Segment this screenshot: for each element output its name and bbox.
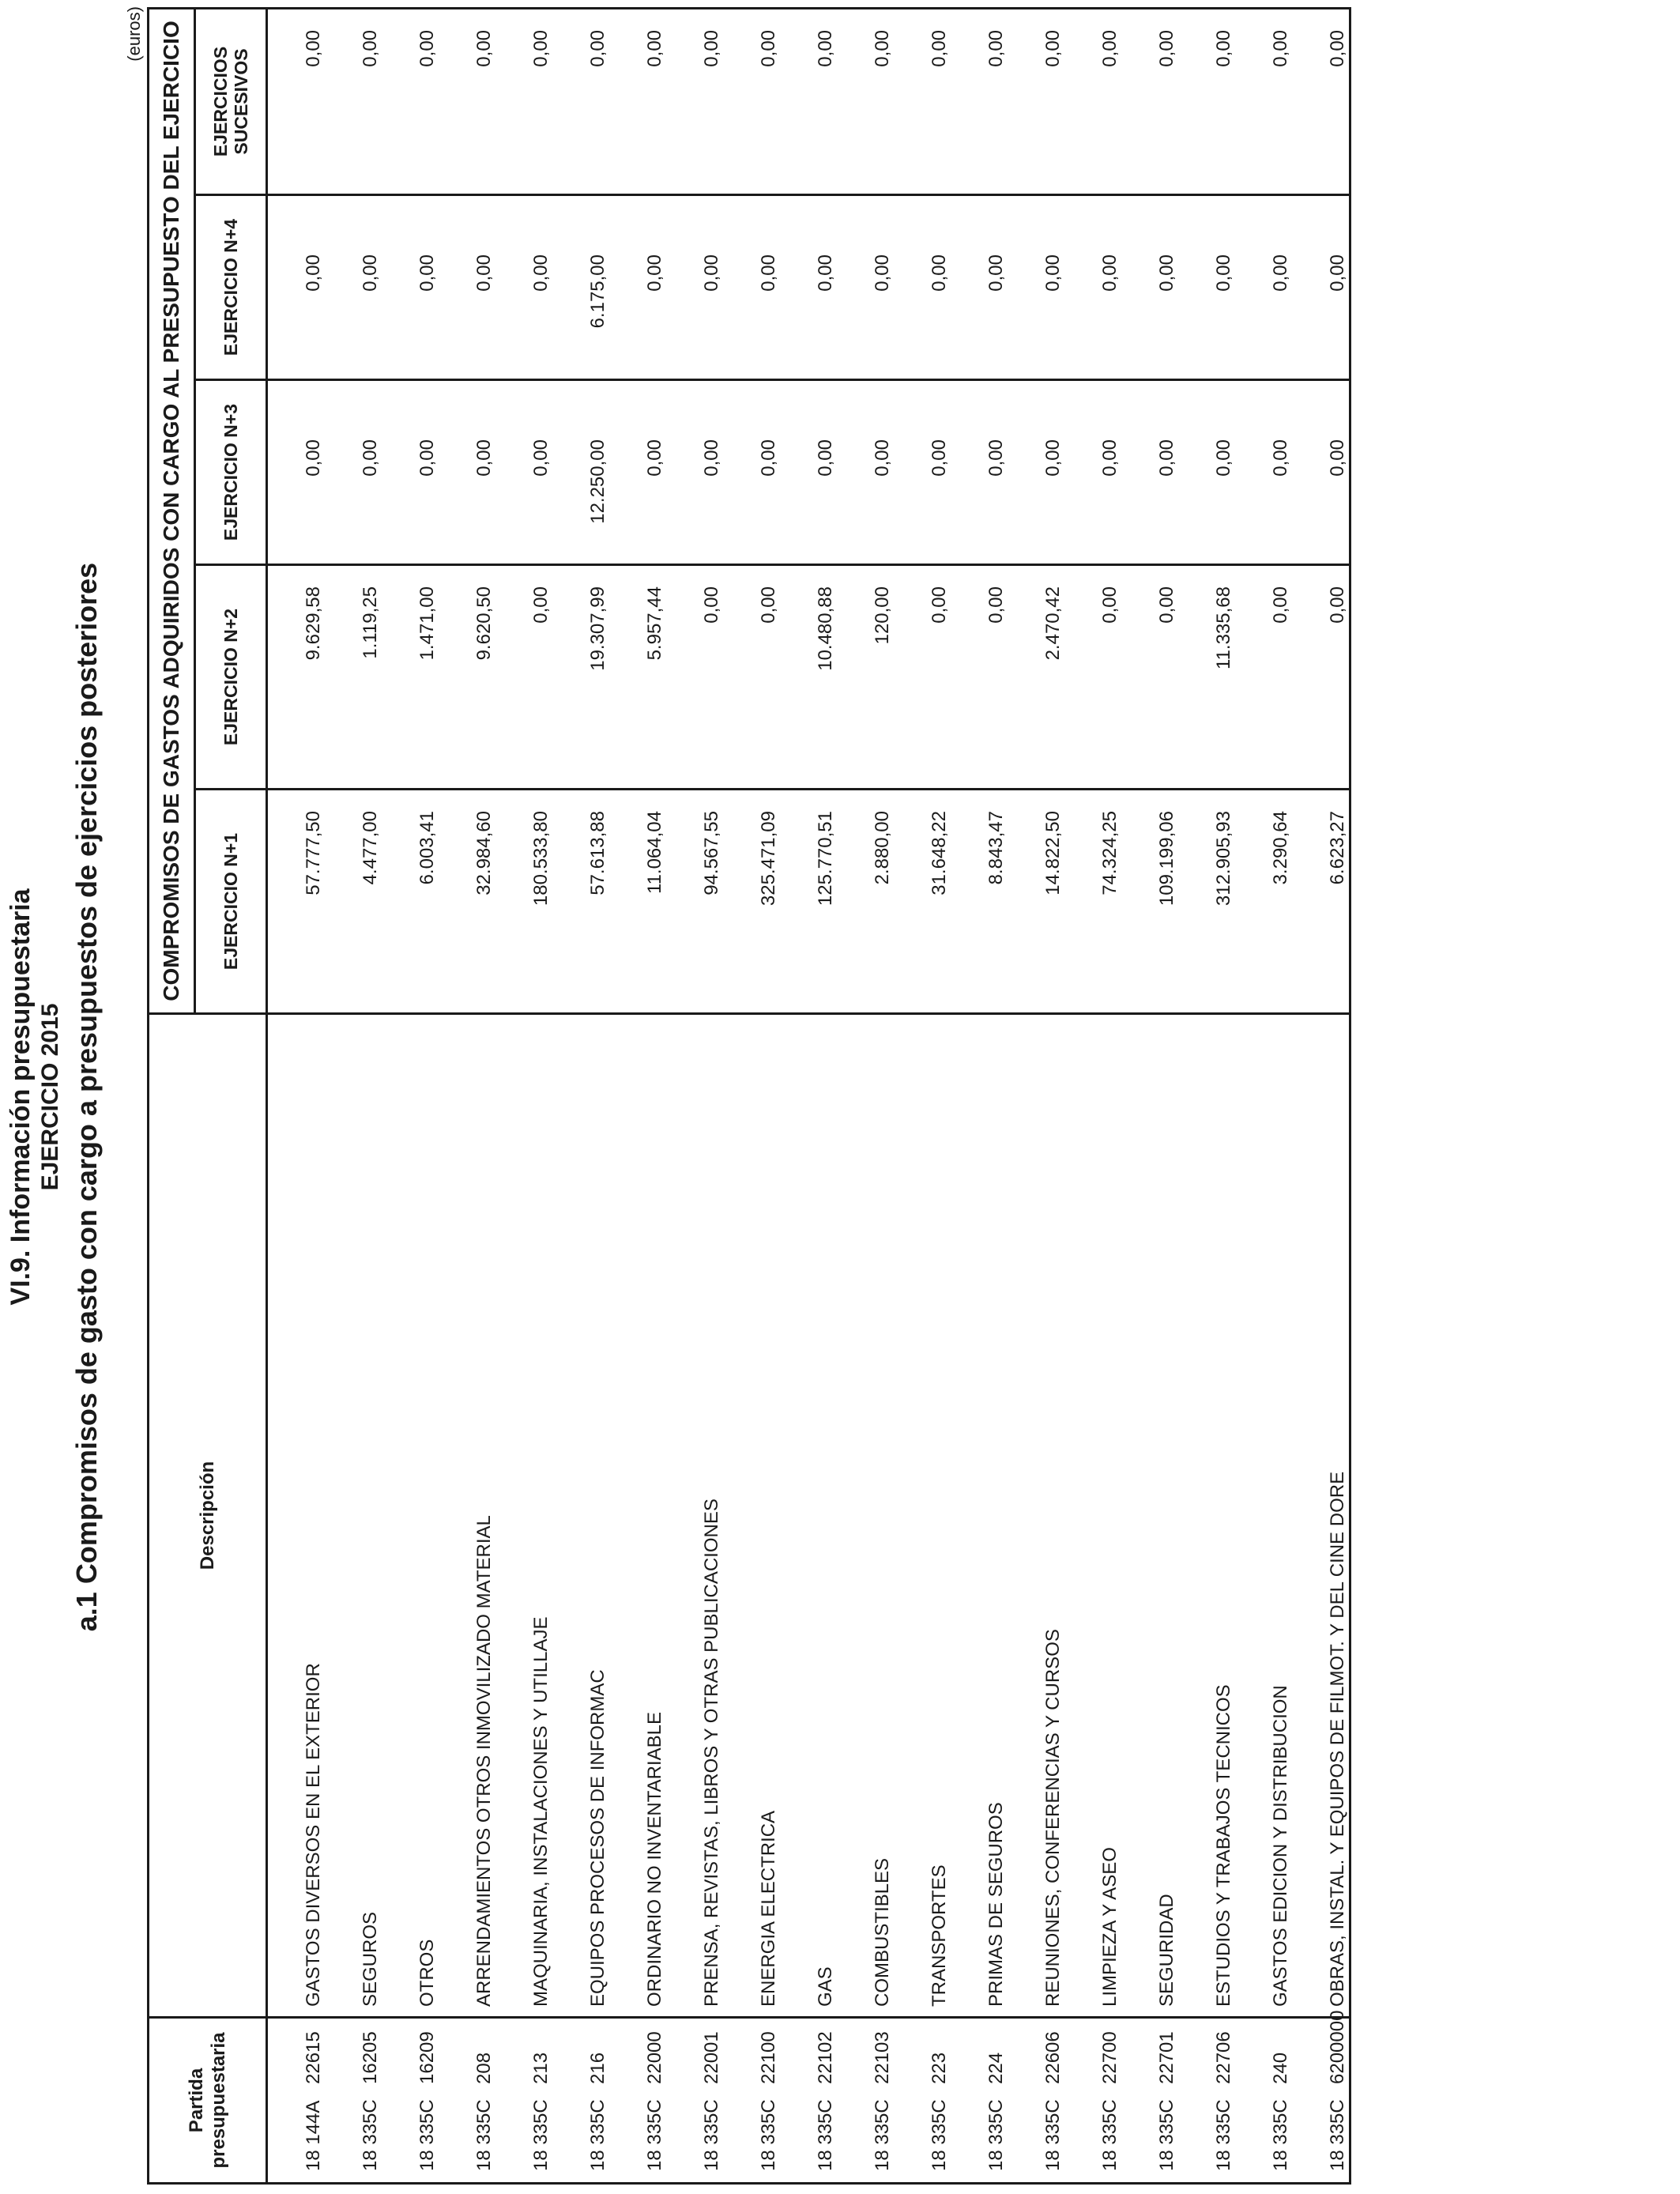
ejercicio-n2-cell: 5.957,44 [609,565,666,790]
ejercicio-n1-cell: 2.880,00 [837,790,894,1014]
ejercicios-sucesivos-cell: 0,00 [609,8,666,194]
ejercicio-n4-cell: 0,00 [837,195,894,380]
ejercicio-n3-cell: 0,00 [1292,380,1350,565]
ejercicio-n3-cell: 0,00 [1008,380,1064,565]
ejercicio-n2-cell: 1.471,00 [382,565,439,790]
partida-organica: 18 335C [416,2099,438,2171]
ejercicio-n4-cell: 0,00 [382,195,439,380]
partida-concepto: 22615 [303,2031,324,2084]
ejercicios-sucesivos-cell: 0,00 [951,8,1008,194]
partida-concepto: 22606 [1042,2031,1064,2084]
ejercicio-n4-cell: 0,00 [1292,195,1350,380]
ejercicio-n4-cell: 0,00 [1121,195,1178,380]
descripcion-cell: EQUIPOS PROCESOS DE INFORMAC [552,1014,609,2018]
partida-concepto: 216 [587,2052,608,2084]
ejercicio-n1-cell: 325.471,09 [723,790,780,1014]
partida-organica: 18 335C [530,2099,552,2171]
partida-cell [780,2018,837,2184]
ejercicio-n4-cell: 0,00 [495,195,552,380]
partida-organica: 18 335C [1156,2099,1177,2171]
ejercicio-n2-cell: 0,00 [951,565,1008,790]
partida-concepto: 208 [473,2052,495,2084]
ejercicios-sucesivos-cell: 0,00 [1121,8,1178,194]
units-label: (euros) [124,6,144,62]
partida-organica: 18 335C [1042,2099,1064,2171]
ejercicio-n2-cell: 120,00 [837,565,894,790]
ejercicio-n1-cell: 3.290,64 [1235,790,1292,1014]
ejercicio-n2-cell: 0,00 [894,565,951,790]
partida-concepto: 22701 [1156,2031,1177,2084]
partida-cell [837,2018,894,2184]
descripcion-cell: LIMPIEZA Y ASEO [1064,1014,1121,2018]
ejercicio-n2-cell: 0,00 [666,565,723,790]
ejercicios-sucesivos-cell: 0,00 [1235,8,1292,194]
ejercicio-n4-cell: 0,00 [780,195,837,380]
partida-cell [1064,2018,1121,2184]
table-row [1064,8,1121,2183]
partida-cell [382,2018,439,2184]
ejercicios-sucesivos-cell: 0,00 [780,8,837,194]
ejercicios-sucesivos-cell: 0,00 [723,8,780,194]
partida-cell [951,2018,1008,2184]
partida-organica: 18 335C [929,2099,950,2171]
ejercicios-sucesivos-cell: 0,00 [837,8,894,194]
partida-cell [1235,2018,1292,2184]
partida-cell [325,2018,382,2184]
partida-concepto: 16205 [360,2031,381,2084]
ejercicio-n2-cell: 11.335,68 [1178,565,1235,790]
document-subtitle: a.1 Compromisos de gasto con cargo a presupuestos de ejercicios posteriores [70,562,103,1632]
descripcion-cell: ENERGIA ELECTRICA [723,1014,780,2018]
ejercicio-n1-cell: 94.567,55 [666,790,723,1014]
descripcion-cell: MAQUINARIA, INSTALACIONES Y UTILLAJE [495,1014,552,2018]
descripcion-cell: OTROS [382,1014,439,2018]
ejercicio-n1-cell: 6.623,27 [1292,790,1350,1014]
ejercicio-n2-cell: 19.307,99 [552,565,609,790]
document-year: EJERCICIO 2015 [37,1003,63,1191]
partida-concepto: 22000 [644,2031,665,2084]
ejercicio-n3-header: EJERCICIO N+3 [195,380,267,565]
ejercicio-n1-cell: 32.984,60 [439,790,495,1014]
partida-cell [1008,2018,1064,2184]
descripcion-cell: GASTOS EDICION Y DISTRIBUCION [1235,1014,1292,2018]
ejercicios-sucesivos-cell: 0,00 [267,8,326,194]
table-row [382,8,439,2183]
partida-organica: 18 335C [473,2099,495,2171]
descripcion-cell: ESTUDIOS Y TRABAJOS TECNICOS [1178,1014,1235,2018]
ejercicio-n3-cell: 0,00 [666,380,723,565]
table-body [267,8,1350,2183]
ejercicios-sucesivos-cell: 0,00 [495,8,552,194]
ejercicio-n1-header: EJERCICIO N+1 [195,790,267,1014]
ejercicio-n3-cell: 0,00 [267,380,326,565]
ejercicios-sucesivos-cell: 0,00 [325,8,382,194]
partida-organica: 18 335C [360,2099,381,2171]
ejercicio-n4-cell: 0,00 [1008,195,1064,380]
ejercicio-n3-cell: 0,00 [1121,380,1178,565]
ejercicio-n4-cell: 0,00 [894,195,951,380]
ejercicios-sucesivos-cell: 0,00 [439,8,495,194]
ejercicio-n3-cell: 0,00 [837,380,894,565]
partida-organica: 18 335C [985,2099,1007,2171]
ejercicio-n1-cell: 312.905,93 [1178,790,1235,1014]
ejercicio-n2-cell: 10.480,88 [780,565,837,790]
partida-organica: 18 335C [815,2099,836,2171]
table-row [439,8,495,2183]
partida-cell [1121,2018,1178,2184]
ejercicio-n2-cell: 9.620,50 [439,565,495,790]
partida-organica: 18 335C [758,2099,779,2171]
ejercicio-n1-cell: 14.822,50 [1008,790,1064,1014]
partida-header: Partida presupuestaria [149,2018,267,2184]
ejercicios-sucesivos-cell: 0,00 [1064,8,1121,194]
ejercicio-n4-cell: 0,00 [1064,195,1121,380]
partida-concepto: 22103 [872,2031,893,2084]
ejercicio-n1-cell: 109.199,06 [1121,790,1178,1014]
ejercicios-sucesivos-cell: 0,00 [1008,8,1064,194]
ejercicios-sucesivos-cell: 0,00 [666,8,723,194]
ejercicio-n3-cell: 0,00 [780,380,837,565]
ejercicio-n1-cell: 8.843,47 [951,790,1008,1014]
sucesivos-header-line1: EJERCICIOS [210,46,231,157]
descripcion-cell: OBRAS, INSTAL. Y EQUIPOS DE FILMOT. Y DEL CINE DORE [1292,1014,1350,2018]
partida-organica: 18 335C [587,2099,608,2171]
group-header: COMPROMISOS DE GASTOS ADQUIRIDOS CON CARGO AL PRESUPUESTO DEL EJERCICIO [149,8,195,1013]
ejercicio-n1-cell: 180.533,80 [495,790,552,1014]
partida-cell [1292,2010,1350,2184]
descripcion-cell: GAS [780,1014,837,2018]
sucesivos-header-line2: SUCESIVOS [231,48,251,155]
ejercicio-n3-cell: 0,00 [439,380,495,565]
table-row [951,8,1008,2183]
ejercicio-n2-cell: 0,00 [1121,565,1178,790]
partida-cell [666,2018,723,2184]
partida-organica: 18 335C [701,2099,722,2171]
ejercicio-n2-cell: 2.470,42 [1008,565,1064,790]
descripcion-cell: ORDINARIO NO INVENTARIABLE [609,1014,666,2018]
ejercicio-n1-cell: 74.324,25 [1064,790,1121,1014]
ejercicio-n3-cell: 0,00 [495,380,552,565]
table-row [780,8,837,2183]
partida-cell [1178,2018,1235,2184]
descripcion-cell: PRENSA, REVISTAS, LIBROS Y OTRAS PUBLICACIONES [666,1014,723,2018]
partida-concepto: 22706 [1213,2031,1234,2084]
ejercicio-n2-cell: 0,00 [495,565,552,790]
descripcion-cell: SEGURIDAD [1121,1014,1178,2018]
ejercicio-n1-cell: 31.648,22 [894,790,951,1014]
descripcion-cell: SEGUROS [325,1014,382,2018]
ejercicio-n4-cell: 0,00 [439,195,495,380]
table-row [837,8,894,2183]
partida-organica: 18 335C [1270,2099,1291,2171]
table-row [1292,8,1350,2183]
ejercicio-n4-cell: 0,00 [609,195,666,380]
table-row [267,8,326,2183]
ejercicio-n2-cell: 0,00 [1292,565,1350,790]
ejercicios-sucesivos-cell: 0,00 [382,8,439,194]
ejercicio-n3-cell: 0,00 [1235,380,1292,565]
ejercicio-n4-cell: 0,00 [1235,195,1292,380]
table-row [325,8,382,2183]
table-row [894,8,951,2183]
partida-cell [267,2018,326,2184]
table-header [149,8,267,2183]
partida-organica: 18 335C [1327,2099,1348,2171]
descripcion-cell: ARRENDAMIENTOS OTROS INMOVILIZADO MATERIAL [439,1014,495,2018]
table-row [1121,8,1178,2183]
partida-concepto: 240 [1270,2052,1291,2084]
table-row [495,8,552,2183]
partida-concepto: 224 [985,2052,1007,2084]
ejercicio-n3-cell: 0,00 [894,380,951,565]
descripcion-cell: COMBUSTIBLES [837,1014,894,2018]
ejercicio-n4-cell: 0,00 [267,195,326,380]
ejercicio-n1-cell: 125.770,51 [780,790,837,1014]
ejercicio-n2-cell: 0,00 [1064,565,1121,790]
partida-concepto: 223 [929,2052,950,2084]
table-row [552,8,609,2183]
ejercicios-sucesivos-cell: 0,00 [1178,8,1235,194]
ejercicio-n4-cell: 0,00 [951,195,1008,380]
ejercicios-sucesivos-cell: 0,00 [894,8,951,194]
ejercicios-sucesivos-cell: 0,00 [552,8,609,194]
descripcion-cell: TRANSPORTES [894,1014,951,2018]
document-title: VI.9. Información presupuestaria [6,888,36,1306]
partida-cell [495,2018,552,2184]
descripcion-cell: GASTOS DIVERSOS EN EL EXTERIOR [267,1014,326,2018]
table-row [1235,8,1292,2183]
ejercicio-n3-cell: 0,00 [609,380,666,565]
ejercicio-n1-cell: 57.613,88 [552,790,609,1014]
ejercicio-n1-cell: 11.064,04 [609,790,666,1014]
ejercicio-n1-cell: 6.003,41 [382,790,439,1014]
ejercicio-n3-cell: 0,00 [325,380,382,565]
descripcion-cell: PRIMAS DE SEGUROS [951,1014,1008,2018]
table-row [1178,8,1235,2183]
commitments-table [147,7,1351,2185]
ejercicio-n4-cell: 0,00 [1178,195,1235,380]
ejercicio-n3-cell: 0,00 [1064,380,1121,565]
ejercicio-n3-cell: 0,00 [951,380,1008,565]
partida-organica: 18 335C [872,2099,893,2171]
partida-cell [609,2018,666,2184]
table-row [723,8,780,2183]
partida-concepto: 213 [530,2052,552,2084]
partida-concepto: 22102 [815,2031,836,2084]
ejercicio-n4-cell: 0,00 [666,195,723,380]
table-row [666,8,723,2183]
partida-organica: 18 335C [644,2099,665,2171]
table-row [609,8,666,2183]
ejercicio-n4-cell: 0,00 [325,195,382,380]
ejercicio-n2-cell: 0,00 [1235,565,1292,790]
partida-concepto: 22100 [758,2031,779,2084]
partida-organica: 18 335C [1099,2099,1121,2171]
descripcion-header: Descripción [149,1014,267,2018]
partida-cell [552,2018,609,2184]
descripcion-cell: REUNIONES, CONFERENCIAS Y CURSOS [1008,1014,1064,2018]
partida-concepto: 16209 [416,2031,438,2084]
ejercicio-n2-cell: 9.629,58 [267,565,326,790]
ejercicio-n2-header: EJERCICIO N+2 [195,565,267,790]
partida-concepto: 6200000 [1327,2010,1348,2084]
ejercicios-sucesivos-header [195,8,267,194]
partida-concepto: 22001 [701,2031,722,2084]
ejercicio-n4-cell: 0,00 [723,195,780,380]
ejercicio-n2-cell: 1.119,25 [325,565,382,790]
partida-cell [894,2018,951,2184]
ejercicio-n1-cell: 4.477,00 [325,790,382,1014]
ejercicio-n3-cell: 0,00 [1178,380,1235,565]
ejercicios-sucesivos-cell: 0,00 [1292,8,1350,194]
ejercicio-n3-cell: 0,00 [723,380,780,565]
ejercicio-n2-cell: 0,00 [723,565,780,790]
table-row [1008,8,1064,2183]
ejercicio-n1-cell: 57.777,50 [267,790,326,1014]
partida-organica: 18 144A [303,2100,324,2171]
ejercicio-n3-cell: 12.250,00 [552,380,609,565]
ejercicio-n3-cell: 0,00 [382,380,439,565]
partida-organica: 18 335C [1213,2099,1234,2171]
ejercicio-n4-header: EJERCICIO N+4 [195,195,267,380]
partida-cell [439,2018,495,2184]
ejercicio-n4-cell: 6.175,00 [552,195,609,380]
partida-cell [723,2018,780,2184]
partida-concepto: 22700 [1099,2031,1121,2084]
